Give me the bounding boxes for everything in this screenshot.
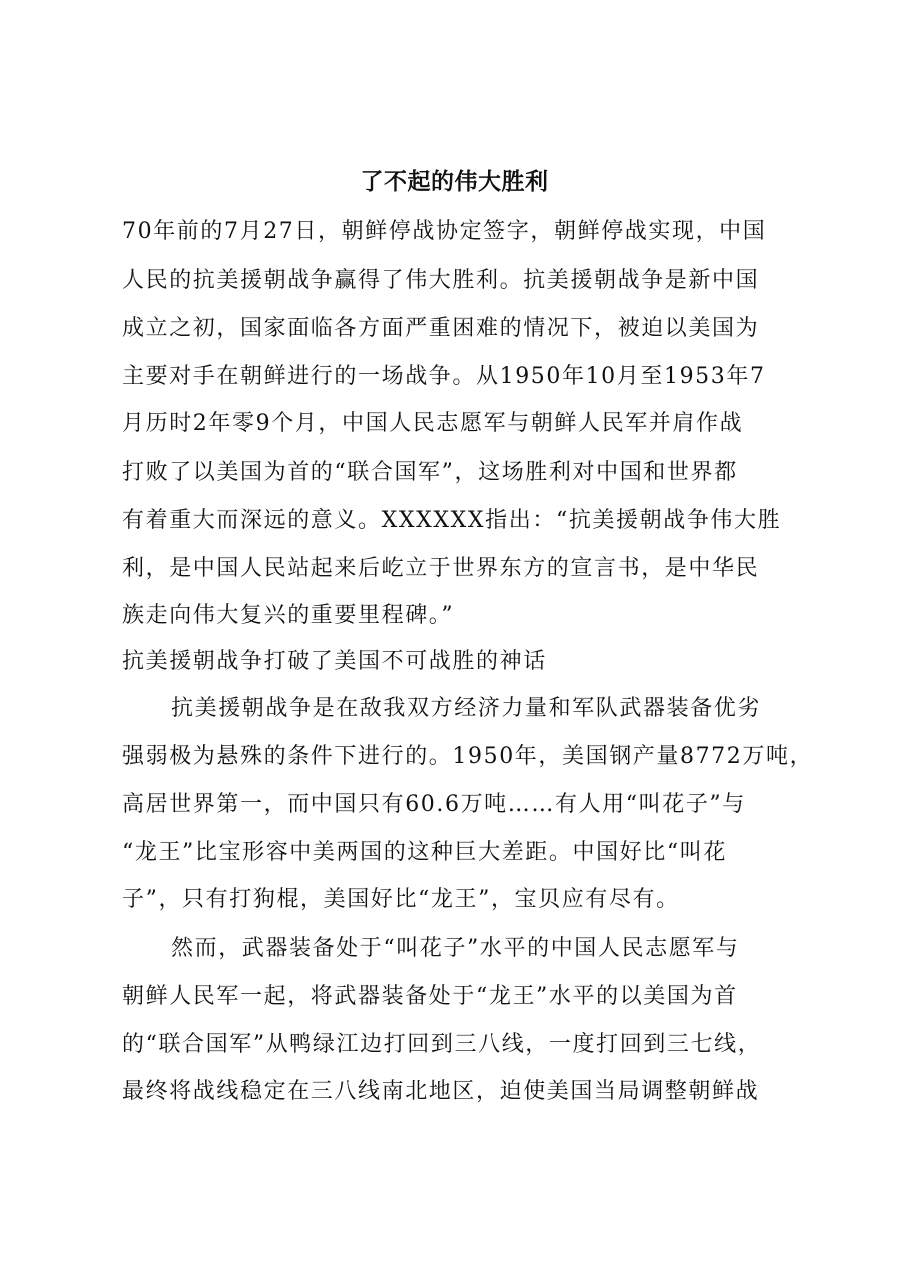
document-title: 了不起的伟大胜利 [360, 168, 549, 195]
text-line: 主要对手在朝鲜进行的一场战争。从1950年10月至1953年7 [122, 364, 766, 389]
text-line: 的“联合国军”从鸭绿江边打回到三八线，一度打回到三七线， [122, 1032, 762, 1057]
text-line: 抗美援朝战争是在敌我双方经济力量和军队武器装备优劣 [171, 696, 762, 721]
text-line: 子”，只有打狗棍，美国好比“龙王”，宝贝应有尽有。 [122, 887, 680, 912]
text-line: 朝鲜人民军一起，将武器装备处于“龙王”水平的以美国为首 [122, 984, 738, 1009]
text-line: 月历时2年零9个月，中国人民志愿军与朝鲜人民军并肩作战 [122, 411, 744, 436]
text-line: 高居世界第一，而中国只有60.6万吨……有人用“叫花子”与 [122, 792, 746, 817]
text-line: 利，是中国人民站起来后屹立于世界东方的宣言书，是中华民 [122, 556, 760, 581]
text-line: 成立之初，国家面临各方面严重困难的情况下，被迫以美国为 [122, 316, 760, 341]
text-line: 最终将战线稳定在三八线南北地区，迫使美国当局调整朝鲜战 [122, 1079, 760, 1104]
text-line: 族走向伟大复兴的重要里程碑。” [122, 603, 455, 628]
text-line: 70年前的7月27日，朝鲜停战协定签字，朝鲜停战实现，中国 [122, 219, 767, 244]
text-line: 有着重大而深远的意义。XXXXXX指出：“抗美援朝战争伟大胜 [122, 508, 782, 533]
text-line: 人民的抗美援朝战争赢得了伟大胜利。抗美援朝战争是新中国 [122, 268, 760, 293]
section-heading: 抗美援朝战争打破了美国不可战胜的神话 [122, 649, 547, 674]
text-line: 打败了以美国为首的“联合国军”，这场胜利对中国和世界都 [122, 460, 738, 485]
text-line: 然而，武器装备处于“叫花子”水平的中国人民志愿军与 [171, 936, 740, 961]
text-line: 强弱极为悬殊的条件下进行的。1950年，美国钢产量8772万吨， [122, 744, 814, 769]
text-line: “龙王”比宝形容中美两国的这种巨大差距。中国好比“叫花 [122, 840, 727, 865]
